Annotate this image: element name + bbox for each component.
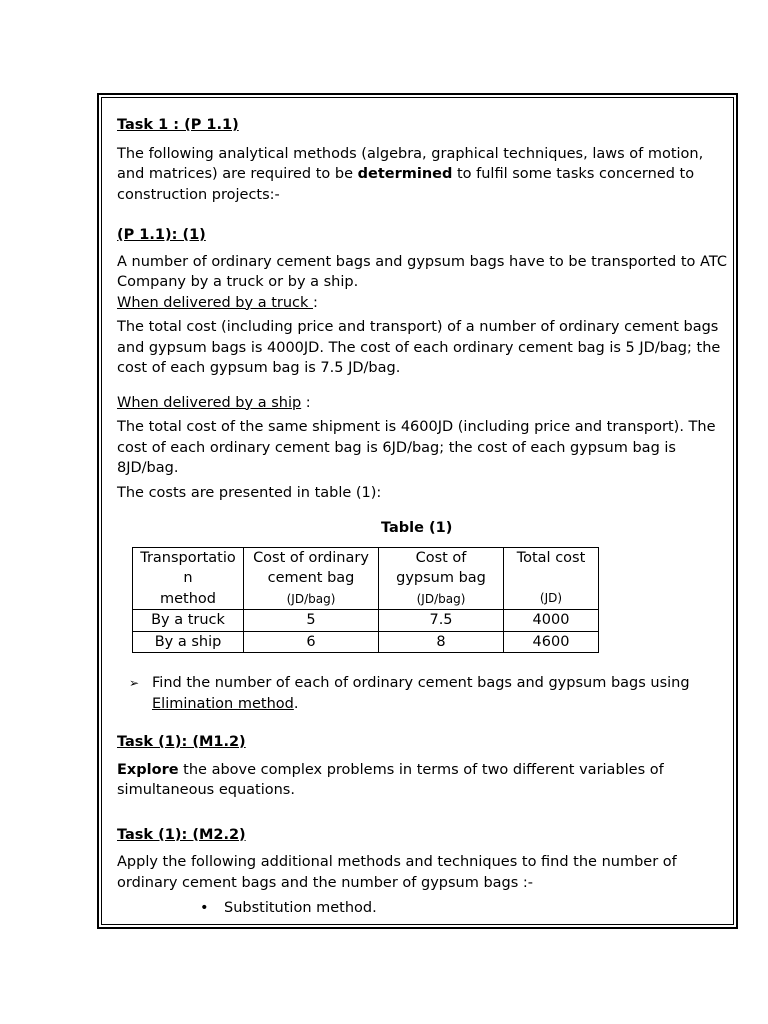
task1-heading: Task 1 : (P 1.1) <box>117 117 239 133</box>
truck-heading: When delivered by a truck : <box>117 294 318 311</box>
header-total: Total cost (JD) <box>504 547 599 610</box>
table-header-row <box>133 547 599 610</box>
task1-intro: The following analytical methods (algebra, graphical techniques, laws of motion, and matrices) are required to be determined to fulfil some tasks concerned to construction projects:- <box>117 145 704 203</box>
cost-table <box>132 547 599 654</box>
row-method: By a truck <box>133 610 244 632</box>
table-intro: The costs are presented in table (1): <box>117 484 382 501</box>
m22-text: Apply the following additional methods and techniques to find the number of ordinary cement bags and the number of gypsum bags :- <box>117 854 677 891</box>
table-title: Table (1) <box>381 520 453 536</box>
ship-text: The total cost of the same shipment is 4600JD (including price and transport). The cost of each ordinary cement bag is 6JD/bag; the cost of each gypsum bag is 8JD/bag. <box>117 419 716 476</box>
m12-text: Explore the above complex problems in terms of two different variables of simultaneous equations. <box>117 761 664 798</box>
document-content <box>117 113 729 919</box>
header-gypsum: Cost of gypsum bag (JD/bag) <box>379 547 504 610</box>
row-gypsum: 8 <box>379 631 504 653</box>
row-gypsum: 7.5 <box>379 610 504 632</box>
list-item <box>117 898 729 919</box>
find-item <box>117 673 729 714</box>
row-method: By a ship <box>133 631 244 653</box>
table-row <box>133 610 599 632</box>
row-total: 4600 <box>504 631 599 653</box>
table-row <box>133 631 599 653</box>
find-text: Find the number of each of ordinary cement bags and gypsum bags using Elimination method. <box>152 675 690 712</box>
ship-heading: When delivered by a ship : <box>117 394 311 411</box>
p11-intro: A number of ordinary cement bags and gypsum bags have to be transported to ATC Company by a truck or by a ship. <box>117 253 727 290</box>
bullet-text: Substitution method. <box>224 900 377 916</box>
row-total: 4000 <box>504 610 599 632</box>
arrow-bullet-icon: ➢ <box>129 676 140 690</box>
bullet-icon: • <box>200 900 209 916</box>
row-cement: 6 <box>244 631 379 653</box>
truck-text: The total cost (including price and transport) of a number of ordinary cement bags and gypsum bags is 4000JD. The cost of each ordinary cement bag is 5 JD/bag; the cost of each gypsum bag is 7.5 JD/bag. <box>117 319 721 376</box>
m12-heading: Task (1): (M1.2) <box>117 734 246 750</box>
p11-heading: (P 1.1): (1) <box>117 227 206 243</box>
m22-heading: Task (1): (M2.2) <box>117 826 246 843</box>
header-cement: Cost of ordinary cement bag (JD/bag) <box>244 547 379 610</box>
header-transport: Transportatio n method <box>133 547 244 610</box>
row-cement: 5 <box>244 610 379 632</box>
